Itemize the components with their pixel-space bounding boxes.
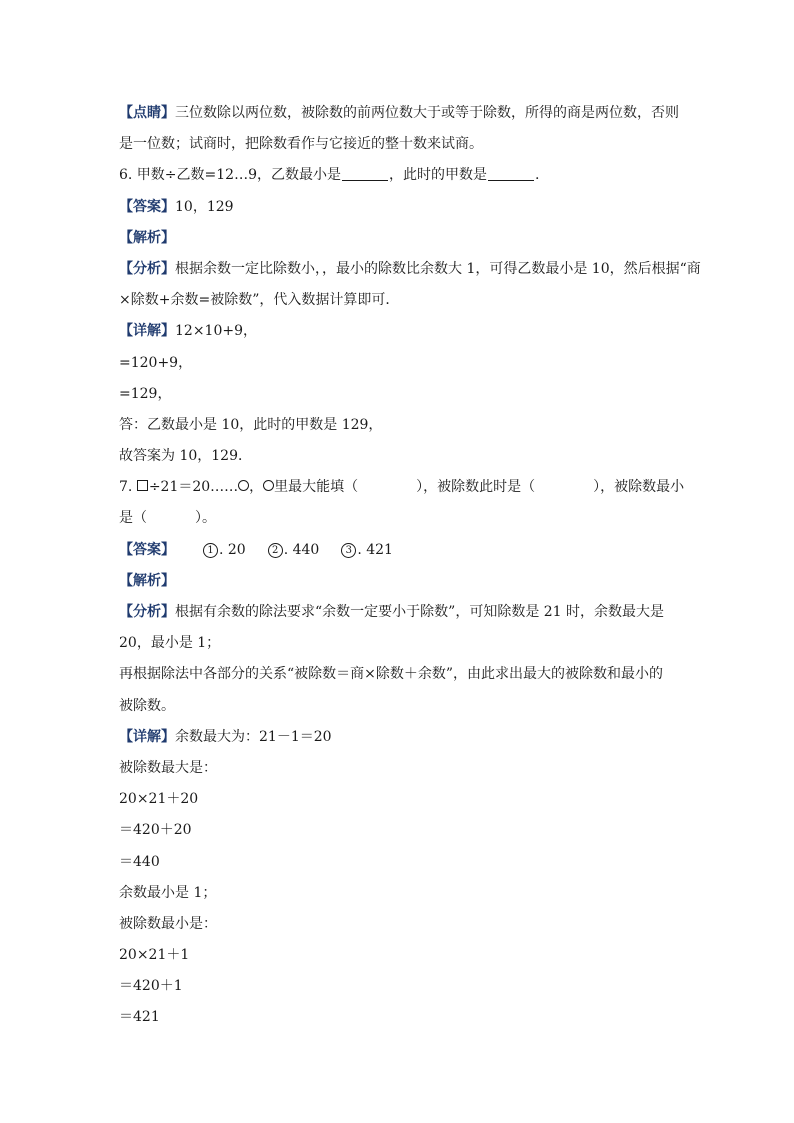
q7-calc-text: 20×21＋20 — [119, 791, 199, 808]
q7-stem-part-a: ÷21＝20…… — [148, 479, 239, 496]
q6-answer-value: 10，129 — [175, 198, 234, 215]
q6-step-3: =129， — [119, 385, 172, 402]
q7-calc-text: 被除数最小是： — [119, 915, 217, 932]
q6-stem-part-b: ，此时的甲数是 — [389, 167, 487, 184]
dianjing-line-1 — [119, 98, 679, 129]
q7-calc-line — [119, 847, 679, 878]
dianjing-text-2: 是一位数；试商时，把除数看作与它接近的整十数来试商。 — [119, 136, 483, 153]
q6-jiexi-line — [119, 223, 679, 254]
q6-blank-2 — [488, 166, 534, 181]
dianjing-line-2 — [119, 129, 679, 160]
q7-answer-2: . 440 — [283, 541, 320, 558]
q6-stem-part-c: . — [535, 167, 540, 184]
q7-fenxi-line-3 — [119, 659, 679, 690]
q7-stem-line2-b: ）。 — [195, 510, 216, 527]
q6-step-2: =120+9， — [119, 354, 193, 371]
q7-calc-text: ＝420＋1 — [119, 978, 183, 995]
q7-stem-line-1 — [119, 472, 685, 503]
circled-number-2-icon: 2 — [268, 543, 283, 558]
q6-blank-1 — [342, 166, 388, 181]
q7-fenxi-line-4 — [119, 691, 679, 722]
q6-fenxi-text-1: 根据余数一定比除数小，，最小的除数比余数大 1，可得乙数最小是 10，然后根据“商 — [175, 260, 701, 277]
q6-answer-line — [119, 192, 679, 223]
q6-stem-part-a: 6. 甲数÷乙数=12…9，乙数最小是 — [119, 167, 341, 184]
circle-icon — [238, 480, 249, 491]
q7-fenxi-tag: 【分析】 — [119, 604, 175, 620]
q6-fenxi-line-2 — [119, 285, 679, 316]
q7-jiexi-tag: 【解析】 — [119, 572, 175, 589]
q7-calc-line — [119, 815, 679, 846]
q6-fenxi-text-2: ×除数+余数=被除数”，代入数据计算即可． — [119, 292, 400, 309]
circled-number-3-icon: 3 — [341, 543, 356, 558]
q7-fenxi-text-3: 再根据除法中各部分的关系“被除数＝商×除数＋余数”，由此求出最大的被除数和最小的 — [119, 666, 664, 683]
q7-stem-line-2 — [119, 503, 679, 534]
q7-answer-3: . 421 — [357, 541, 393, 558]
circled-number-1-icon: 1 — [203, 543, 218, 558]
q6-jiexi-tag: 【解析】 — [119, 229, 175, 246]
q7-calc-line — [119, 1002, 679, 1033]
q7-answer-tag: 【答案】 — [119, 541, 175, 558]
q7-fenxi-line-2 — [119, 628, 679, 659]
q6-fenxi-line-1 — [119, 254, 701, 285]
q7-calc-text: 余数最小是 1； — [119, 884, 217, 901]
q6-xiangjie-tag: 【详解】 — [119, 323, 175, 340]
q7-calc-text: ＝421 — [119, 1009, 160, 1026]
q7-stem-part-c: 里最大能填（ — [274, 479, 359, 496]
dianjing-text-1: 三位数除以两位数，被除数的前两位数大于或等于除数，所得的商是两位数，否则 — [175, 105, 679, 121]
q6-fenxi-tag: 【分析】 — [119, 260, 175, 277]
q7-fenxi-text-1: 根据有余数的除法要求“余数一定要小于除数”，可知除数是 21 时，余数最大是 — [175, 604, 665, 620]
q6-stem — [119, 160, 679, 191]
q6-step-1: 12×10+9， — [175, 323, 257, 340]
q7-stem-part-e: ），被除数最小 — [593, 479, 685, 496]
q6-reply: 答：乙数最小是 10，此时的甲数是 129， — [119, 416, 383, 433]
q6-step-3-line — [119, 379, 679, 410]
square-box-icon — [137, 480, 148, 491]
q7-fenxi-text-2: 20，最小是 1； — [119, 635, 221, 652]
q7-calc-text: 20×21＋1 — [119, 947, 190, 964]
q6-reply-line — [119, 410, 679, 441]
q7-stem-part-d: ），被除数此时是（ — [416, 479, 536, 496]
q7-calc-text: ＝440 — [119, 853, 160, 870]
q7-calc-line — [119, 878, 679, 909]
q7-jiexi-line — [119, 566, 679, 597]
q7-stem-part-b: ， — [249, 479, 264, 496]
circle-icon — [263, 480, 274, 491]
q7-answer-line — [119, 535, 679, 566]
q7-calc-line — [119, 753, 679, 784]
q6-answer-tag: 【答案】 — [119, 198, 175, 215]
q6-conclusion: 故答案为 10，129． — [119, 448, 252, 465]
q7-answer-1: . 20 — [219, 541, 246, 558]
q7-fenxi-line-1 — [119, 597, 679, 628]
q7-calc-text: ＝420＋20 — [119, 822, 192, 839]
dianjing-tag: 【点睛】 — [119, 105, 175, 121]
q6-step-2-line — [119, 348, 679, 379]
q7-calc-line — [119, 784, 679, 815]
document-content — [119, 98, 701, 1034]
q7-number: 7. — [119, 479, 137, 496]
q7-calc-line — [119, 971, 679, 1002]
q7-stem-line2-a: 是（ — [119, 510, 147, 527]
q7-calc-line — [119, 909, 679, 940]
q6-conclusion-line — [119, 441, 679, 472]
q6-xiangjie-line — [119, 316, 679, 347]
q7-xiangjie-first: 余数最大为：21－1＝20 — [175, 728, 332, 745]
q7-xiangjie-line — [119, 722, 679, 753]
q7-calc-text: 被除数最大是： — [119, 759, 217, 776]
q7-fenxi-text-4: 被除数。 — [119, 697, 175, 714]
q7-calc-line — [119, 940, 679, 971]
q7-xiangjie-tag: 【详解】 — [119, 728, 175, 745]
